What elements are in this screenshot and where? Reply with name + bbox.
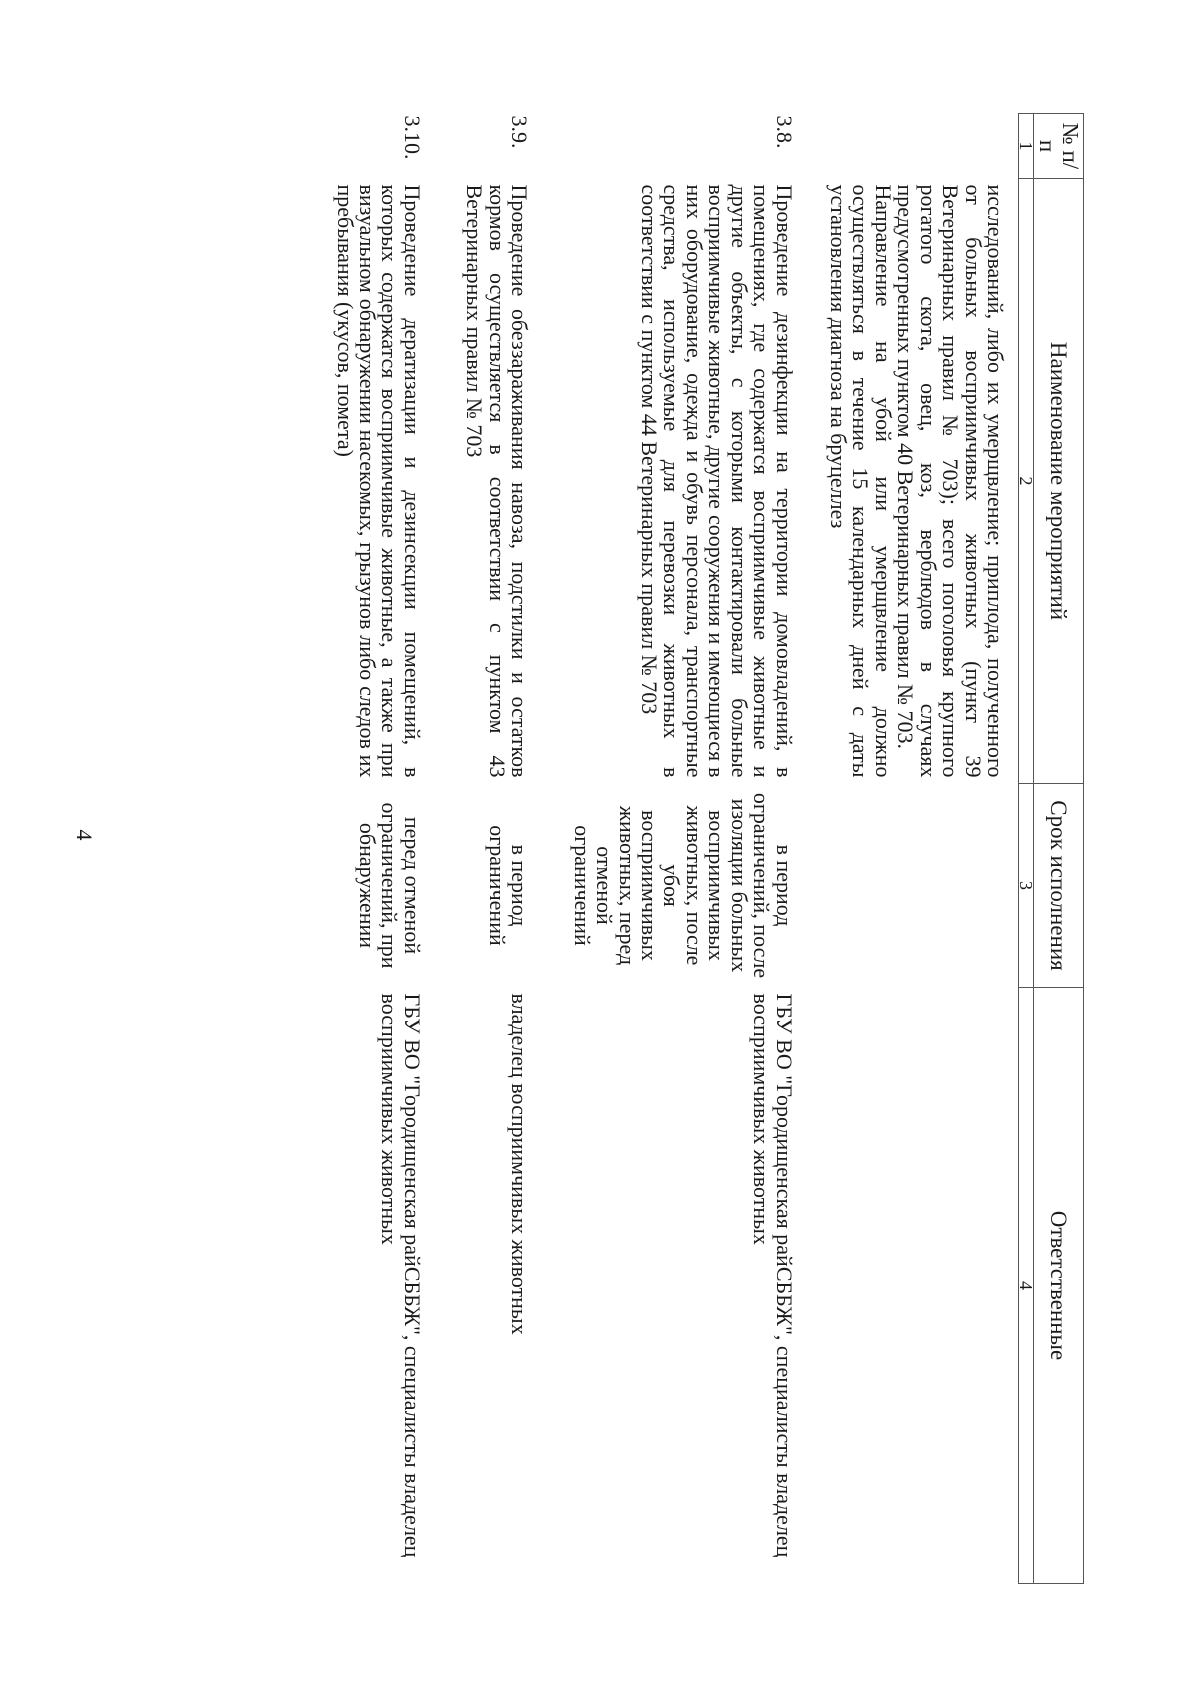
row-term (795, 784, 1019, 988)
page-number: 4 (72, 829, 97, 841)
row-term: перед отменой ограничений, при обнаружении (355, 802, 425, 969)
row-number: 3.10. (399, 115, 425, 160)
header-term: Срок исполнения (1034, 784, 1084, 988)
row-responsible: владелец восприимчивых животных (507, 993, 533, 1335)
table-header-row (1034, 114, 1084, 1584)
row-number: 3.9. (507, 115, 533, 149)
table-row (423, 114, 530, 1584)
header-responsible: Ответственные (1034, 988, 1084, 1584)
row-name-paragraph: Проведение обеззараживания навоза, подстилки и остатков кормов осуществляется в соответствии с пунктом 43 Ветеринарных правил № 703 (462, 184, 533, 778)
table-row (530, 114, 794, 1584)
row-name-paragraph: исследований, либо их умерщвление; приплода, полученного от больных восприимчивых животных (пункт 39 Ветеринарных правил № 703); всего поголовья крупного рогатого скота, овец, коз, верблюдов в случаях предусмотренных пунктом 40 Ветеринарных правил № 703. (893, 184, 1009, 778)
row-responsible: ГБУ ВО "Городищенская райСББЖ", специалисты владелец восприимчивых животных (749, 993, 797, 1558)
column-numbers-row (1019, 114, 1034, 1584)
header-number: № п/п (1034, 114, 1084, 179)
header-name: Наименование мероприятий (1034, 179, 1084, 784)
row-name-paragraph: Направление на убой или умерщвление должно осуществляться в течение 15 календарных дней с даты установления диагноза на бруцеллез (826, 184, 896, 778)
table-row (795, 114, 1019, 1584)
column-number-4: 4 (1019, 988, 1034, 1584)
row-term: в период ограничений (484, 825, 533, 946)
row-term: в период ограничений, после изоляции больных восприимчивых животных, после убоя восприимчивых животных, перед отменой ограничений (569, 792, 797, 979)
column-number-1: 1 (1019, 114, 1034, 179)
row-number: 3.8. (771, 115, 797, 149)
column-number-2: 2 (1019, 179, 1034, 784)
measures-table (293, 113, 1084, 1584)
row-responsible (795, 988, 1019, 1584)
row-number (795, 114, 1019, 179)
row-name-paragraph: Проведение дезинфекции на территории домовладений, в помещениях, где содержатся восприимчивые животные и другие объекты, с которыми контактировали больные восприимчивые животные, другие сооружения и имеющиеся в них оборудование, одежда и обувь персонала, транспортные средства, используемые для перевозки животных в соответствии с пунктом 44 Ветеринарных правил № 703 (636, 184, 797, 778)
row-name (795, 179, 1019, 784)
row-responsible: ГБУ ВО "Городищенская райСББЖ", специалисты владелец восприимчивых животных (377, 993, 425, 1558)
column-number-3: 3 (1019, 784, 1034, 988)
row-name (293, 179, 423, 784)
row-name-paragraph: Проведение дератизации и дезинсекции помещений, в которых содержатся восприимчивые животные, а также при визуальном обнаружении насекомых, грызунов либо следов их пребывания (укусов, помета) (332, 184, 425, 778)
row-name (530, 179, 797, 784)
table-row (293, 114, 423, 1584)
row-name (423, 179, 533, 784)
